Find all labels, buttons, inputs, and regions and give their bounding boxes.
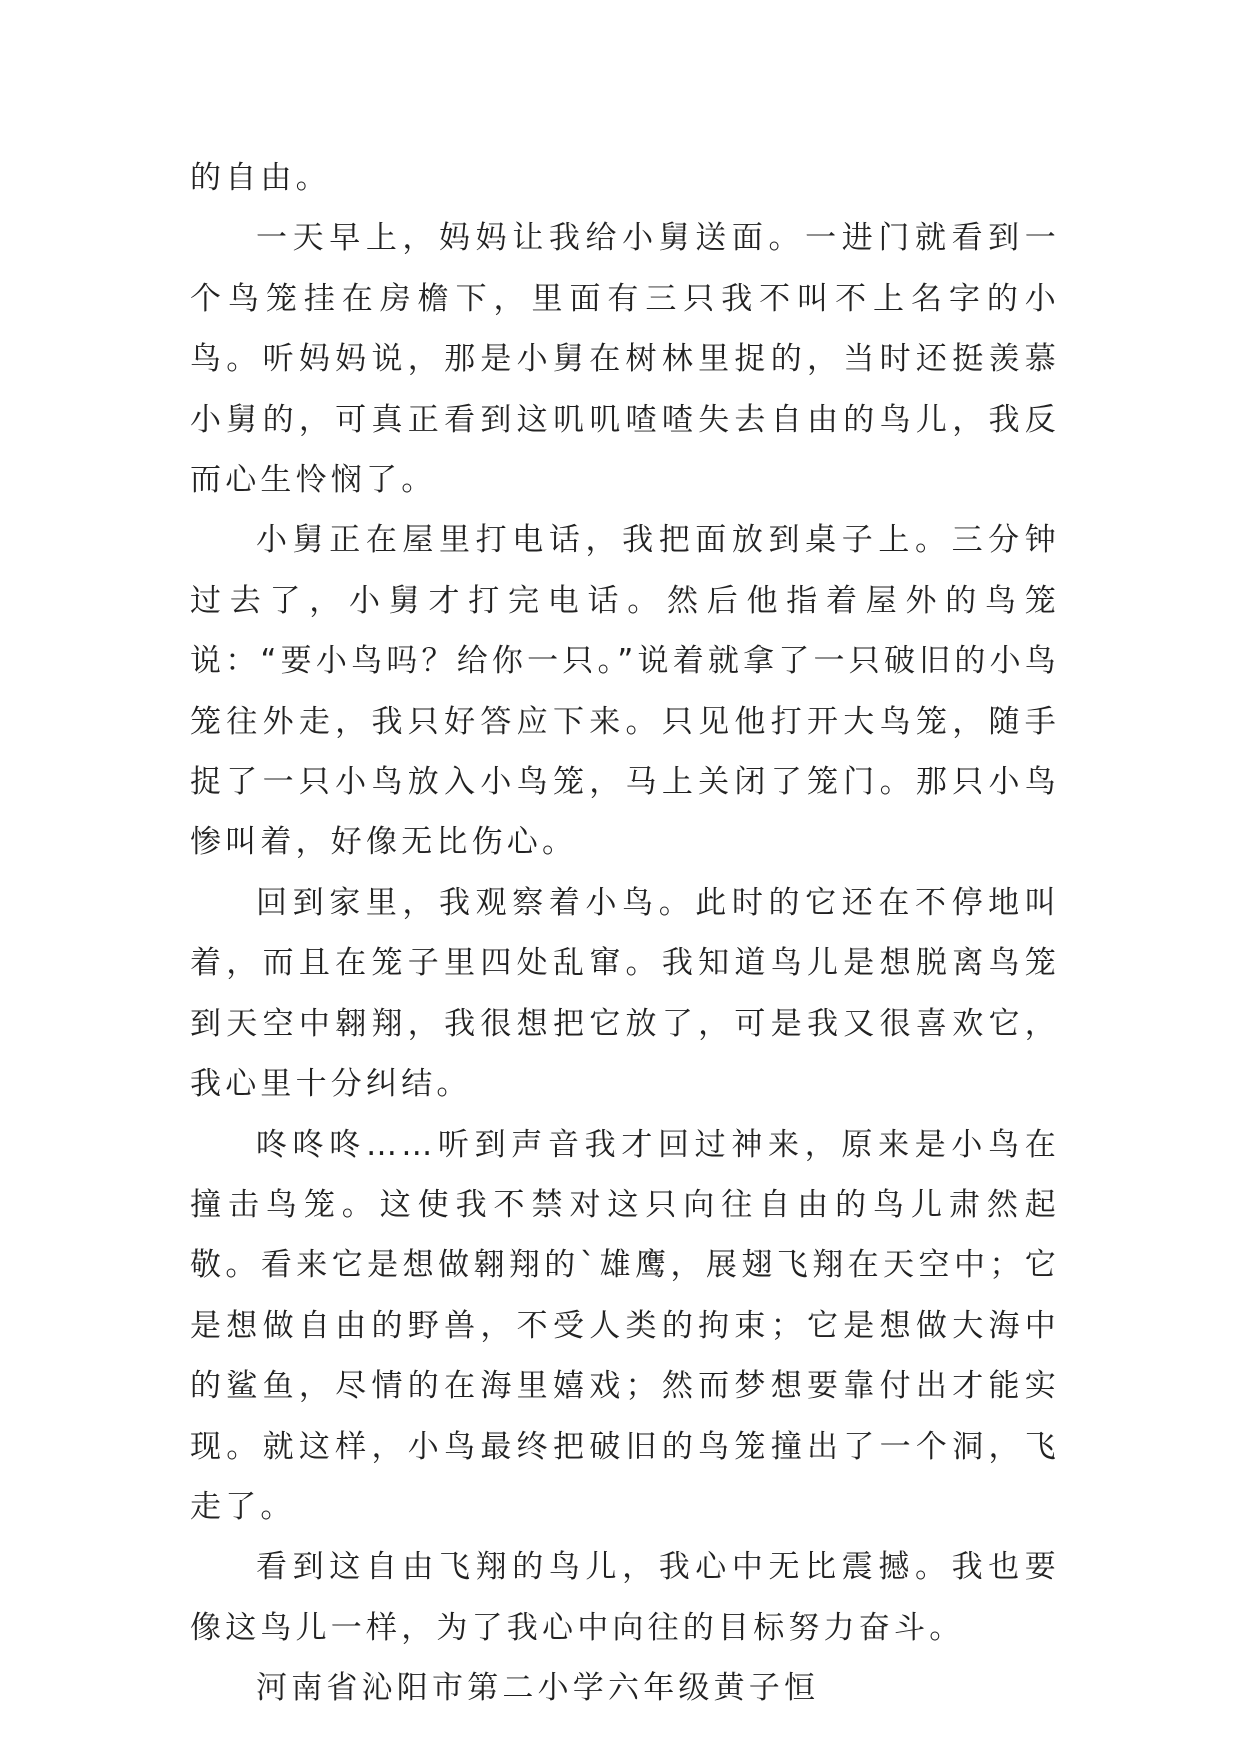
document-body [190, 148, 1060, 1719]
paragraph: 一天早上，妈妈让我给小舅送面。一进门就看到一个鸟笼挂在房檐下，里面有三只我不叫不上名字的小鸟。听妈妈说，那是小舅在树林里捉的，当时还挺羡慕小舅的，可真正看到这叽叽喳喳失去自由的鸟儿，我反而心生怜悯了。 [190, 220, 1060, 499]
paragraph: 咚咚咚……听到声音我才回过神来，原来是小鸟在撞击鸟笼。这使我不禁对这只向往自由的鸟儿肃然起敬。看来它是想做翱翔的`雄鹰，展翅飞翔在天空中；它是想做自由的野兽，不受人类的拘束；它是想做大海中的鲨鱼，尽情的在海里嬉戏；然而梦想要靠付出才能实现。就这样，小鸟最终把破旧的鸟笼撞出了一个洞，飞走了。 [190, 1126, 1060, 1525]
paragraph: 看到这自由飞翔的鸟儿，我心中无比震撼。我也要像这鸟儿一样，为了我心中向往的目标努力奋斗。 [190, 1549, 1060, 1646]
paragraph: 的自由。 [190, 160, 331, 196]
author-signature: 河南省沁阳市第二小学六年级黄子恒 [256, 1670, 820, 1707]
paragraph: 回到家里，我观察着小鸟。此时的它还在不停地叫着，而且在笼子里四处乱窜。我知道鸟儿是想脱离鸟笼到天空中翱翔，我很想把它放了，可是我又很喜欢它，我心里十分纠结。 [190, 884, 1060, 1103]
paragraph: 小舅正在屋里打电话，我把面放到桌子上。三分钟过去了，小舅才打完电话。然后他指着屋外的鸟笼说：“要小鸟吗？给你一只。”说着就拿了一只破旧的小鸟笼往外走，我只好答应下来。只见他打开大鸟笼，随手捉了一只小鸟放入小鸟笼，马上关闭了笼门。那只小鸟惨叫着，好像无比伤心。 [190, 522, 1060, 861]
